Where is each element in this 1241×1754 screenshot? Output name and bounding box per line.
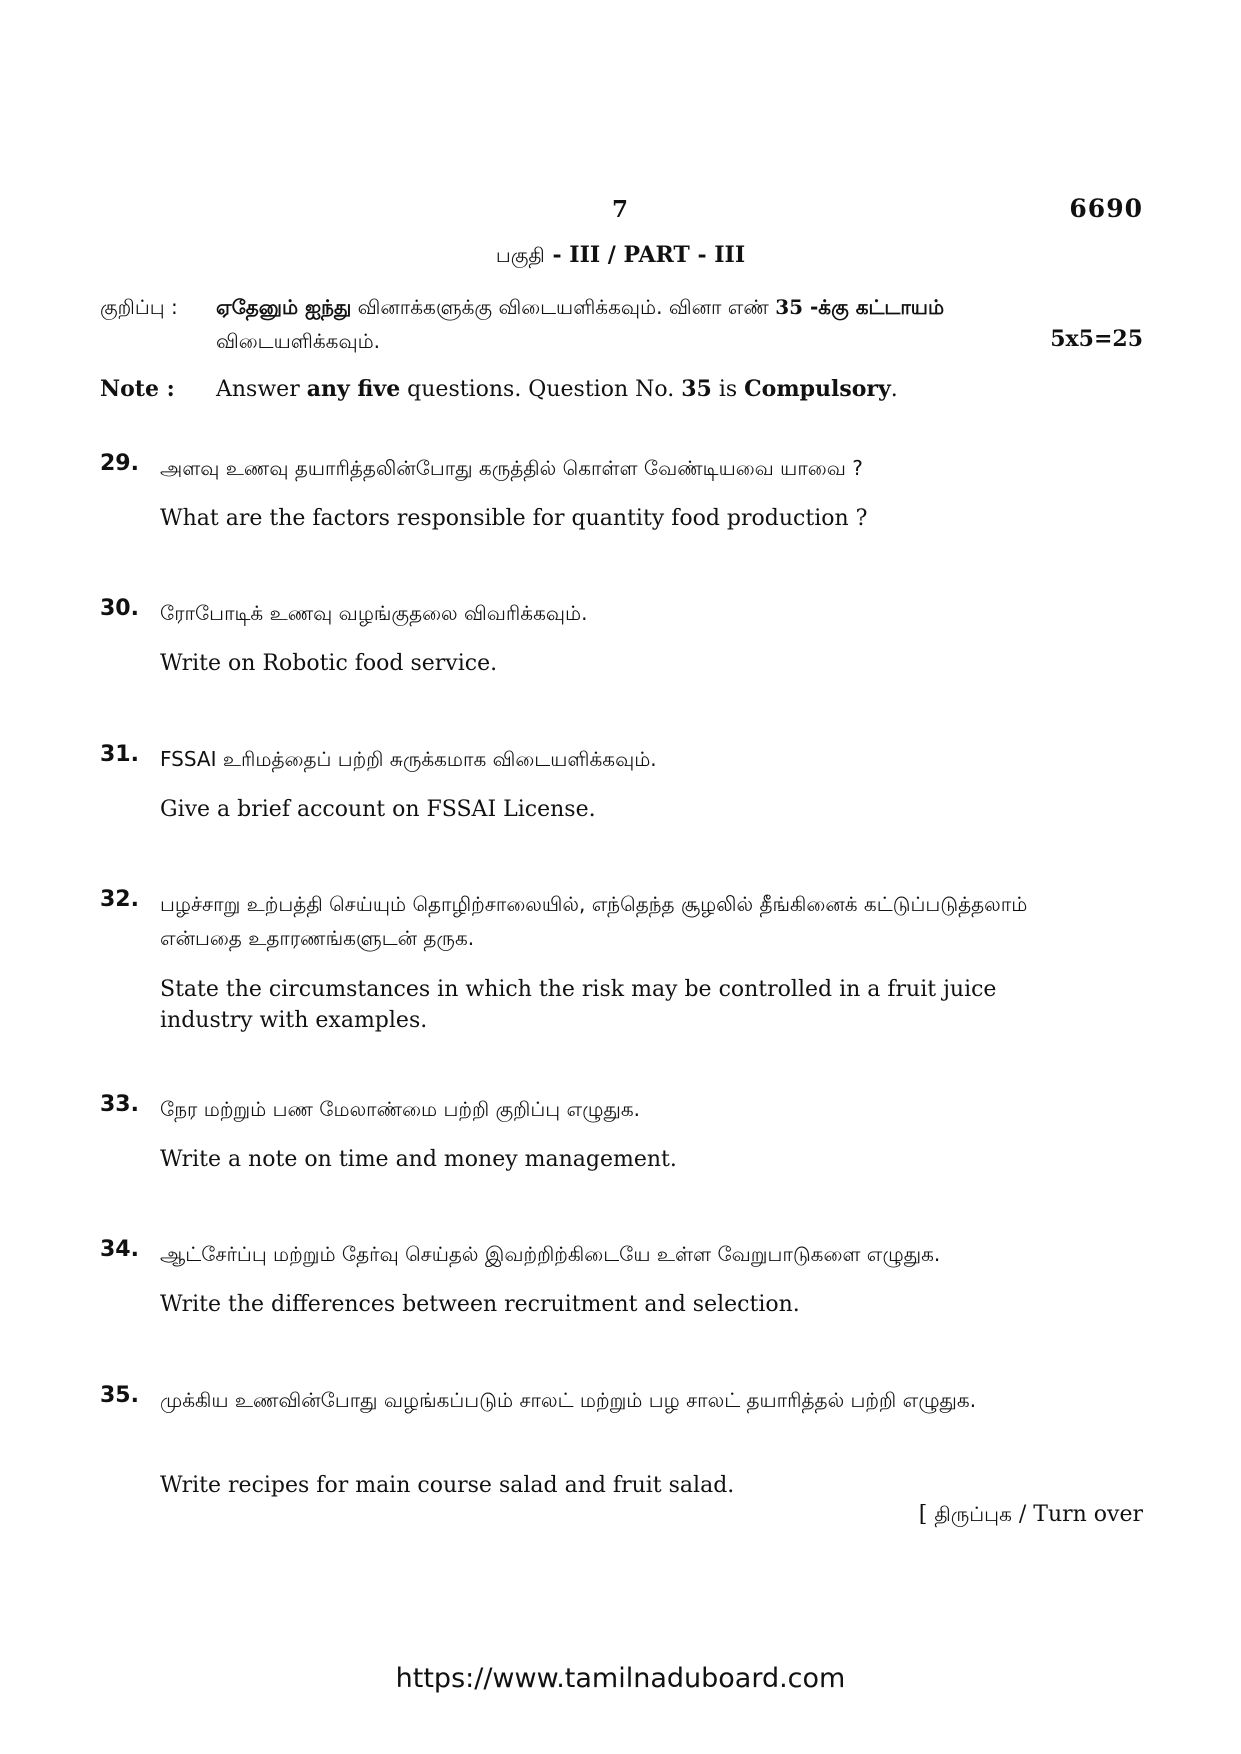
note-tamil-text-a: வினாக்களுக்கு விடையளிக்கவும். வினா எண் bbox=[351, 295, 776, 319]
note-english-any-five: any five bbox=[306, 376, 401, 402]
footer-url[interactable]: https://www.tamilnaduboard.com bbox=[395, 1663, 846, 1694]
question-tamil: FSSAI உரிமத்தைப் பற்றி சுருக்கமாக விடையளிக்கவும். bbox=[160, 747, 657, 771]
question-english: Write the differences between recruitment and selection. bbox=[160, 1292, 800, 1317]
note-english-text-c: is bbox=[711, 377, 745, 402]
note-tamil-number: 35 bbox=[775, 295, 804, 319]
question-english: What are the factors responsible for quantity food production ? bbox=[160, 506, 868, 531]
marks-allocation: 5x5=25 bbox=[1050, 326, 1143, 352]
paper-code: 6690 bbox=[1069, 194, 1143, 223]
question-number: 33. bbox=[100, 1092, 139, 1117]
part-title-tamil: பகுதி bbox=[495, 243, 545, 267]
question-number: 31. bbox=[100, 742, 139, 767]
question-number: 29. bbox=[100, 451, 139, 476]
question-english: Write on Robotic food service. bbox=[160, 651, 498, 676]
turn-over-tamil: திருப்புக bbox=[934, 1502, 1012, 1526]
question-number: 30. bbox=[100, 596, 139, 621]
question-english: Write a note on time and money management. bbox=[160, 1147, 677, 1172]
part-title bbox=[0, 242, 1241, 270]
question-number: 34. bbox=[100, 1237, 139, 1262]
question-tamil: நேர மற்றும் பண மேலாண்மை பற்றி குறிப்பு எழுதுக. bbox=[160, 1097, 640, 1121]
question-tamil: பழச்சாறு உற்பத்தி செய்யும் தொழிற்சாலையில், எந்தெந்த சூழலில் தீங்கினைக் கட்டுப்படுத்தலாம் என்பதை உதாரணங்களுடன் தருக. bbox=[160, 892, 1028, 950]
note-english-label: Note : bbox=[100, 376, 175, 402]
note-english-text-b: questions. Question No. bbox=[400, 377, 682, 402]
turn-over-english: Turn over bbox=[1033, 1502, 1143, 1527]
note-english-compulsory: Compulsory bbox=[744, 376, 891, 402]
note-tamil-compulsory: -க்கு கட்டாயம் bbox=[803, 295, 945, 319]
turn-over-bracket: [ bbox=[918, 1502, 935, 1527]
part-title-english: - III / PART - III bbox=[544, 242, 746, 268]
question-tamil: முக்கிய உணவின்போது வழங்கப்படும் சாலட் மற்றும் பழ சாலட் தயாரித்தல் பற்றி எழுதுக. bbox=[160, 1388, 977, 1412]
question-tamil: ஆட்சேர்ப்பு மற்றும் தேர்வு செய்தல் இவற்றிற்கிடையே உள்ள வேறுபாடுகளை எழுதுக. bbox=[160, 1242, 941, 1266]
question-number: 35. bbox=[100, 1383, 139, 1408]
turn-over-slash: / bbox=[1011, 1502, 1034, 1527]
note-english-number: 35 bbox=[681, 376, 712, 402]
page-number: 7 bbox=[612, 196, 629, 223]
question-tamil: அளவு உணவு தயாரித்தலின்போது கருத்தில் கொள்ள வேண்டியவை யாவை ? bbox=[160, 456, 863, 480]
turn-over bbox=[919, 1502, 1143, 1529]
note-english-body bbox=[216, 376, 898, 402]
question-tamil: ரோபோடிக் உணவு வழங்குதலை விவரிக்கவும். bbox=[160, 601, 588, 625]
question-english: State the circumstances in which the risk may be controlled in a fruit juice industry with examples. bbox=[160, 977, 997, 1033]
note-tamil-label: குறிப்பு : bbox=[100, 295, 178, 319]
note-english-text-d: . bbox=[890, 377, 898, 402]
question-english: Give a brief account on FSSAI License. bbox=[160, 797, 596, 822]
note-tamil-text-b: விடையளிக்கவும். bbox=[216, 329, 381, 353]
question-english: Write recipes for main course salad and fruit salad. bbox=[160, 1473, 735, 1498]
question-number: 32. bbox=[100, 887, 139, 912]
note-english-text-a: Answer bbox=[216, 377, 307, 402]
note-tamil-body bbox=[216, 290, 1076, 358]
note-tamil-bold: ஏதேனும் ஐந்து bbox=[216, 295, 352, 319]
